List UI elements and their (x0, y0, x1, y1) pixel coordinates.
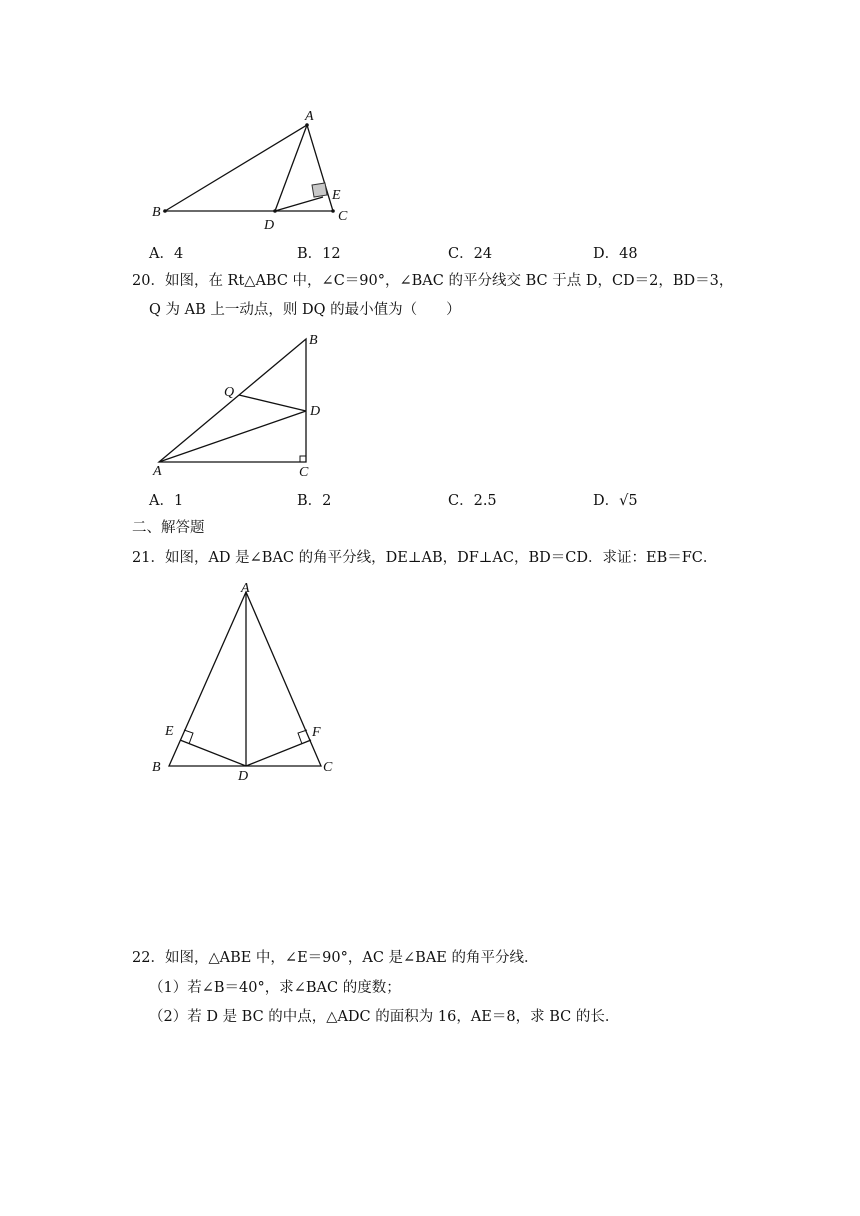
q19-segment-ad (275, 125, 307, 211)
q19-label-d: D (264, 218, 275, 233)
q21-label-e: E (165, 724, 174, 739)
q20-label-d: D (310, 404, 321, 419)
q20-segment-qd (239, 395, 306, 411)
q22-part1: （1）若∠B＝40°，求∠BAC 的度数； (149, 980, 401, 996)
q20-label-q: Q (224, 385, 235, 400)
q21-label-b: B (152, 760, 161, 775)
q20-stem-line1: 20．如图，在 Rt△ABC 中，∠C＝90°，∠BAC 的平分线交 BC 于点 D，CD＝2，BD＝3， (132, 273, 734, 289)
q19-option-d: D．48 (593, 246, 638, 262)
q20-label-b: B (309, 333, 318, 348)
q22-part2: （2）若 D 是 BC 的中点，△ADC 的面积为 16，AE＝8，求 BC 的长． (149, 1009, 620, 1025)
q20-right-angle-mark (300, 456, 306, 462)
q21-figure (140, 578, 350, 783)
q22-stem: 22．如图，△ABE 中，∠E＝90°，AC 是∠BAE 的角平分线． (132, 950, 539, 966)
q19-label-b: B (152, 205, 161, 220)
q21-label-a: A (241, 581, 250, 596)
q19-label-a: A (305, 109, 314, 124)
q20-segment-ad (159, 411, 306, 462)
q20-label-a: A (153, 464, 162, 479)
section-title: 二、解答题 (132, 520, 205, 536)
q20-stem-line2: Q 为 AB 上一动点，则 DQ 的最小值为（ ） (149, 302, 461, 318)
q21-label-d: D (238, 769, 249, 783)
q19-right-angle-mark (312, 183, 327, 197)
q19-label-e: E (332, 188, 341, 203)
q21-stem: 21．如图，AD 是∠BAC 的角平分线，DE⊥AB，DF⊥AC，BD＝CD．求证：EB＝FC． (132, 550, 718, 566)
q20-triangle-abc (159, 339, 306, 462)
q19-triangle-abc (165, 125, 333, 211)
q19-figure (140, 100, 370, 235)
q20-label-c: C (299, 465, 309, 480)
q19-point-c (331, 209, 335, 213)
q20-option-c: C．2.5 (448, 493, 497, 509)
q20-option-a: A．1 (149, 493, 184, 509)
q20-figure (140, 325, 360, 485)
q19-option-a: A．4 (149, 246, 184, 262)
q20-option-d: D．√5 (593, 493, 638, 509)
q20-option-b: B．2 (297, 493, 332, 509)
q21-label-f: F (312, 725, 321, 740)
q19-option-c: C．24 (448, 246, 493, 262)
q21-segment-df (246, 740, 311, 766)
q19-label-c: C (338, 209, 348, 224)
q19-point-b (163, 209, 167, 213)
q21-label-c: C (323, 760, 333, 775)
q19-segment-de (275, 197, 323, 211)
q21-triangle-abc (169, 592, 321, 766)
q21-segment-de (180, 740, 246, 766)
q19-option-b: B．12 (297, 246, 341, 262)
q19-point-d (273, 209, 277, 213)
